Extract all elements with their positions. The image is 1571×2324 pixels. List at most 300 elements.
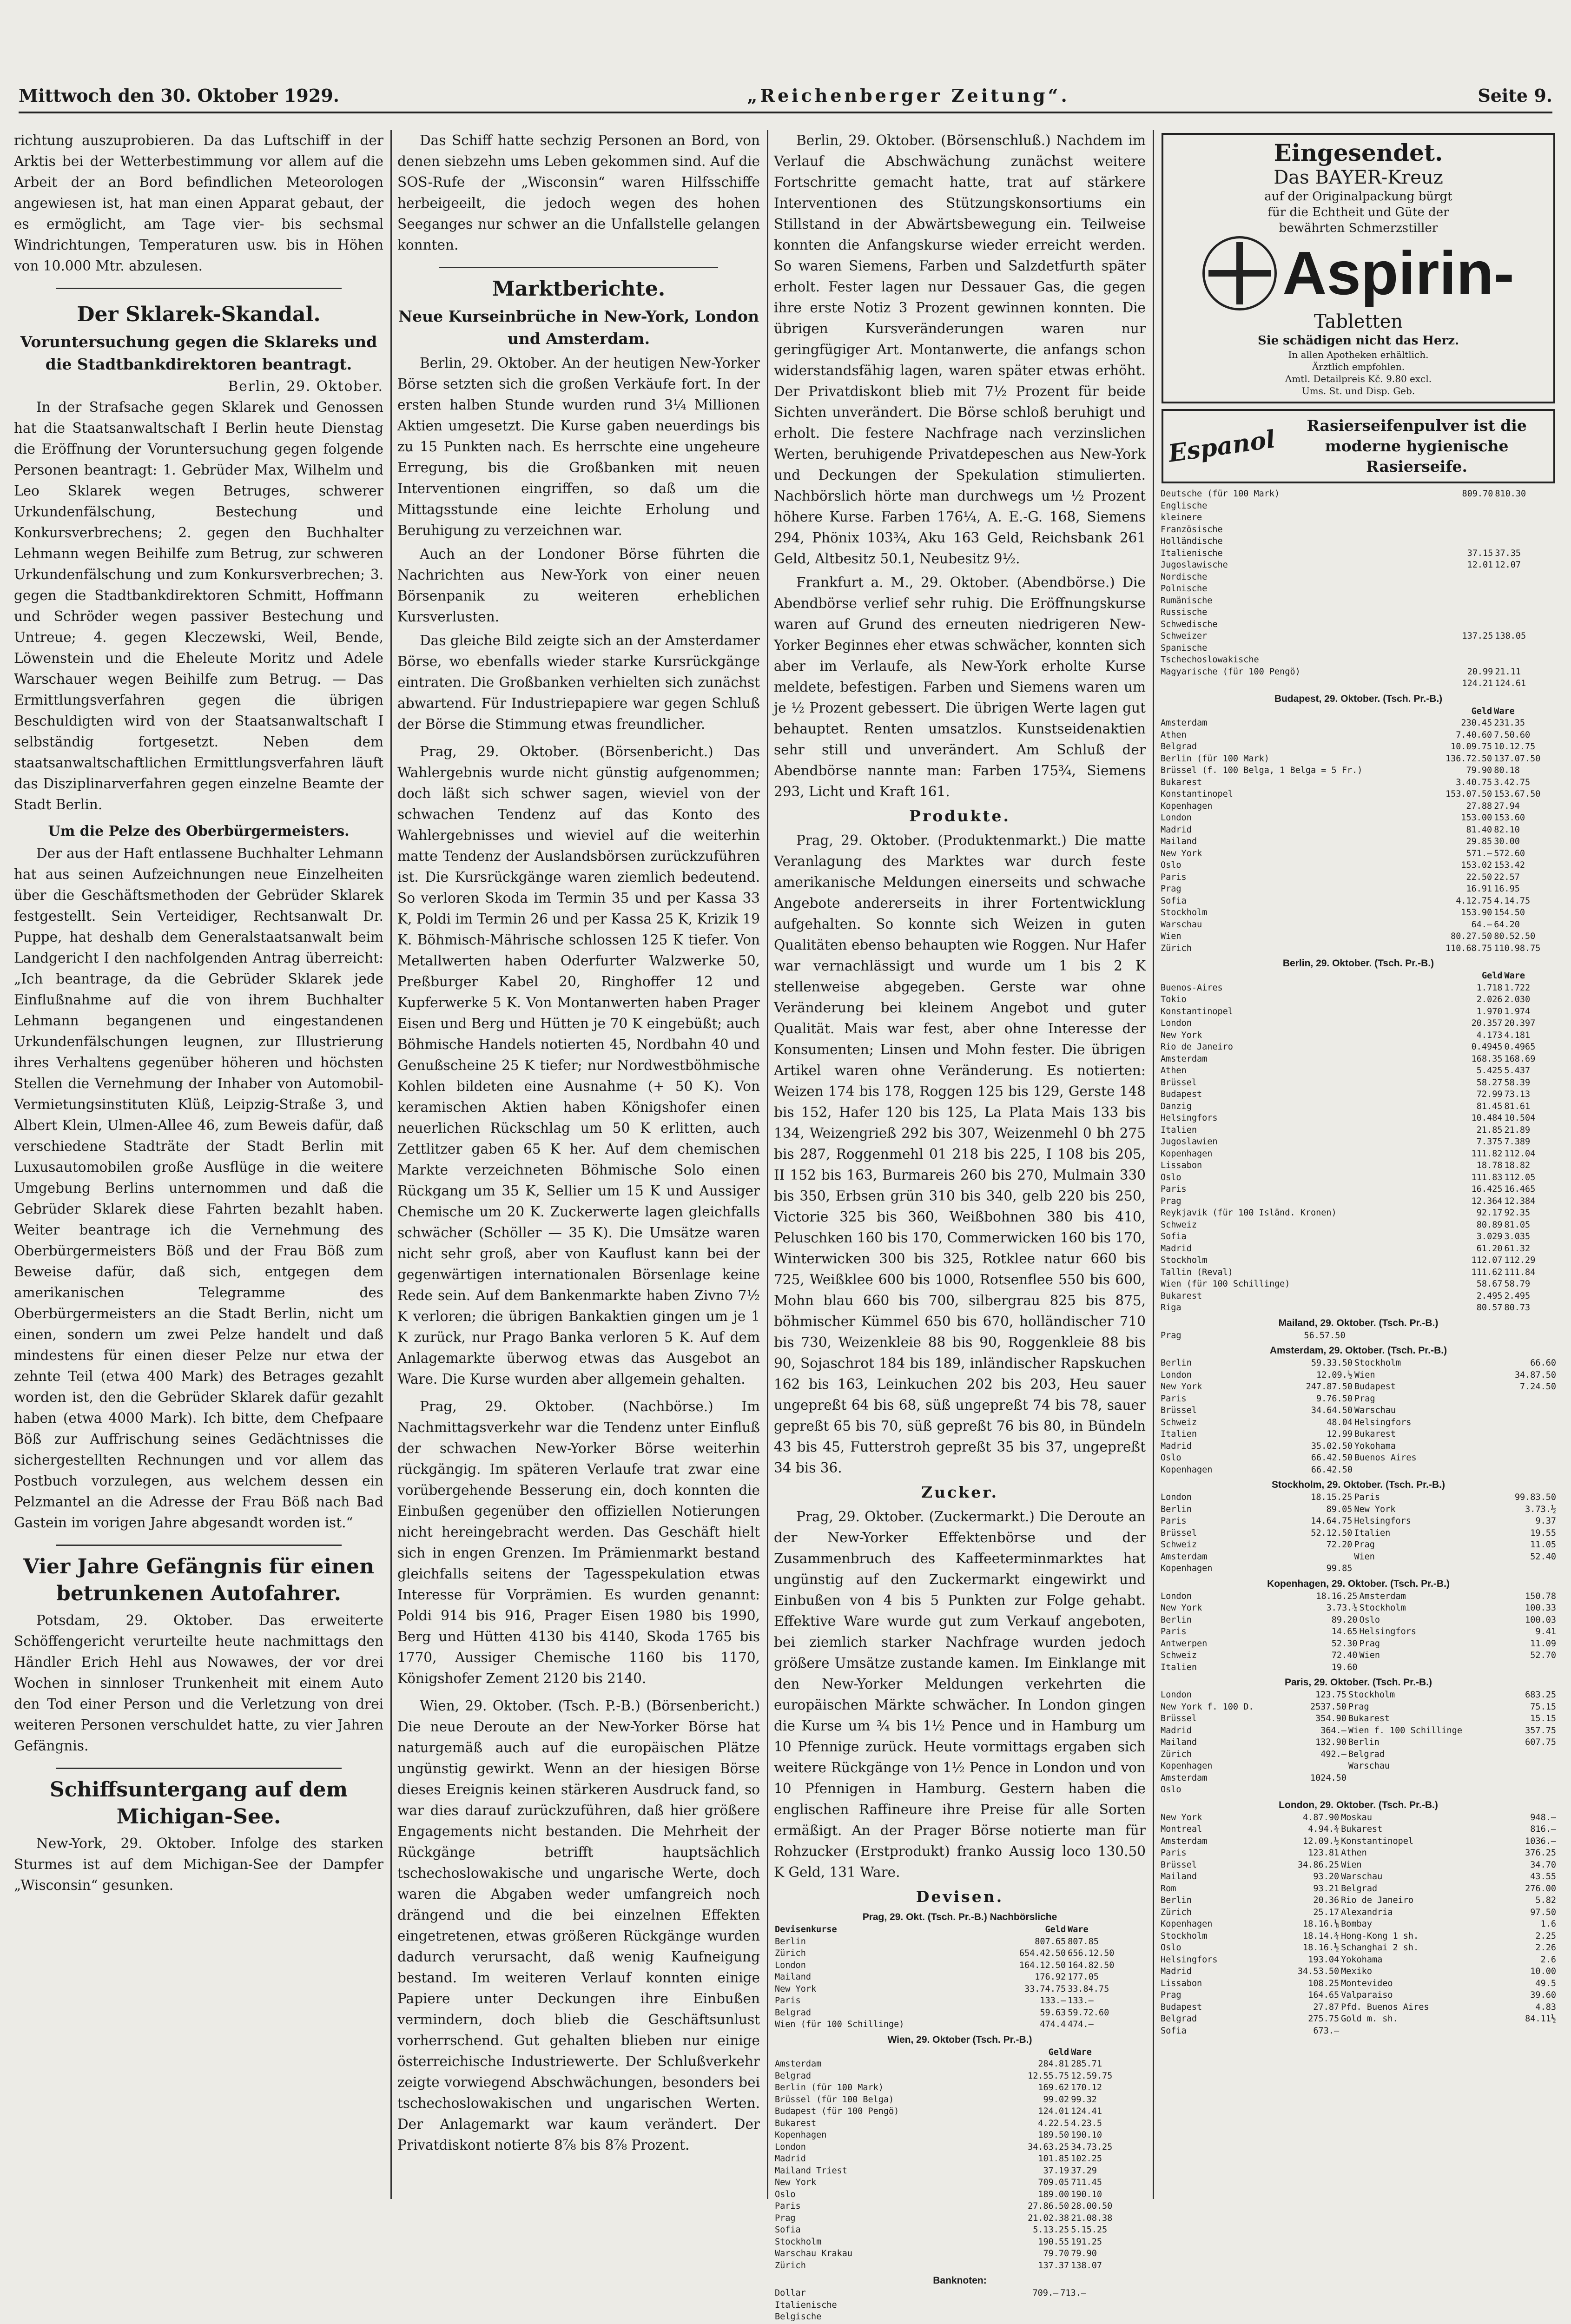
ad-line: Ums. St. und Disp. Geb. [1170, 385, 1547, 397]
table-row [1160, 1065, 1557, 1077]
table-row [774, 2177, 1146, 2189]
table-cell: Lissabon [1160, 1978, 1264, 1990]
table-row [774, 1948, 1146, 1960]
table-row [1160, 777, 1557, 789]
table-cell: 48.04 [1261, 1417, 1353, 1429]
table-banknoten [1160, 488, 1557, 690]
table-cell: 164.65 [1264, 1989, 1340, 2001]
table-cell [1267, 1551, 1353, 1563]
table-cell: Athen [1160, 729, 1429, 741]
table-cell: 12.99 [1261, 1428, 1353, 1440]
table-cell: Bukarest [1160, 777, 1429, 789]
table-cell: Amsterdam [1160, 717, 1429, 729]
table-cell: 133.— [1067, 1995, 1146, 2007]
table-row [1160, 1918, 1557, 1930]
table-cell: Berlin [1160, 1895, 1264, 1907]
table-cell: Bukarest [1347, 1713, 1511, 1725]
table-cell: 284.81 [994, 2058, 1070, 2070]
table-amsterdam [1160, 1357, 1557, 1476]
section-devisen: Devisen. [774, 1886, 1146, 1908]
table-cell: Tokio [1160, 994, 1450, 1006]
table-cell: 15.15 [1511, 1713, 1557, 1725]
table-cell: 132.90 [1294, 1736, 1347, 1749]
table-row [1160, 1563, 1557, 1575]
table-row [1160, 883, 1557, 895]
table-cell: Oslo [1358, 1614, 1485, 1626]
table-row [1160, 1966, 1557, 1978]
table-title-mailand: Mailand, 29. Oktober. (Tsch. Pr.-B.) [1160, 1318, 1557, 1329]
table-cell [1353, 1563, 1471, 1575]
table-row [1160, 907, 1557, 919]
table-title-prag: Prag, 29. Okt. (Tsch. Pr.-B.) Nachbörsliche [774, 1912, 1146, 1923]
table-row [1160, 1183, 1557, 1195]
table-cell: London [774, 1960, 988, 1972]
table-cell: 99.32 [1070, 2094, 1146, 2106]
table-row [1160, 943, 1557, 955]
table-row [1160, 1464, 1557, 1476]
table-cell: 27.87 [1264, 2001, 1340, 2014]
table-cell: 93.20 [1264, 1871, 1340, 1883]
table-cell: Yokohama [1340, 1954, 1499, 1966]
table-row [1160, 2001, 1557, 2014]
table-row [1160, 1357, 1557, 1369]
table-cell: 3.42.75 [1493, 777, 1557, 789]
table-cell: 5.82 [1499, 1895, 1557, 1907]
table-cell: 170.12 [1070, 2082, 1146, 2094]
table-cell: 64.— [1429, 919, 1493, 931]
table-row [774, 2082, 1146, 2094]
table-cell: 100.03 [1486, 1614, 1557, 1626]
table-row [1160, 1330, 1557, 1342]
table-cell: Reykjavik (für 100 Isländ. Kronen) [1160, 1207, 1450, 1219]
table-cell: Brüssel [1160, 1527, 1267, 1539]
table-cell: Helsingfors [1358, 1626, 1485, 1638]
table-cell: Prag [1160, 1330, 1292, 1342]
table-cell: Wien [1340, 1859, 1499, 1871]
table-cell: 18.16.25 [1265, 1591, 1359, 1603]
table-cell: 713.— [1059, 2287, 1146, 2299]
header-date: Mittwoch den 30. Oktober 1929. [19, 85, 339, 106]
table-cell: 12.01 [1431, 559, 1494, 571]
table-cell: 136.72.50 [1429, 753, 1493, 765]
section-zucker: Zucker. [774, 1481, 1146, 1504]
table-row [1160, 1243, 1557, 1255]
ad-line: Tabletten [1170, 310, 1547, 333]
table-row [1160, 1254, 1557, 1267]
table-row [1160, 678, 1557, 690]
table-cell: 58.67 [1450, 1278, 1503, 1290]
table-title-paris: Paris, 29. Oktober. (Tsch. Pr.-B.) [1160, 1677, 1557, 1688]
table-cell: 21.08.38 [1070, 2212, 1146, 2225]
divider [439, 267, 718, 268]
table-cell: Warschau [1347, 1760, 1511, 1772]
table-cell: 99.85 [1267, 1563, 1353, 1575]
table-cell: 52.30 [1265, 1638, 1359, 1650]
table-row [1160, 1172, 1557, 1184]
table-kopenhagen [1160, 1591, 1557, 1674]
table-cell: 816.— [1499, 1823, 1557, 1835]
ad-espanol [1162, 409, 1555, 483]
table-cell: 809.70 [1431, 488, 1494, 500]
table-cell: 123.75 [1294, 1689, 1347, 1701]
table-cell: Amsterdam [1358, 1591, 1485, 1603]
table-row [1160, 1760, 1557, 1772]
table-cell: 138.07 [1070, 2260, 1146, 2272]
ad-line: auf der Originalpackung bürgt [1170, 189, 1547, 205]
table-cell [1340, 2025, 1499, 2037]
table-cell: Bukarest [1353, 1428, 1475, 1440]
table-cell: 19.55 [1471, 1527, 1557, 1539]
table-row [1160, 1136, 1557, 1148]
table-row [1160, 729, 1557, 741]
table-row [1160, 1278, 1557, 1290]
table-cell: 58.79 [1504, 1278, 1558, 1290]
table-cell: 810.30 [1494, 488, 1557, 500]
table-cell: Sofia [774, 2224, 994, 2236]
table-cell: Kopenhagen [1160, 1918, 1264, 1930]
table-cell: Jugoslawien [1160, 1136, 1450, 1148]
headline-sklarek: Der Sklarek-Skandal. [14, 301, 383, 328]
table-cell: 37.15 [1431, 548, 1494, 560]
table-wien-devisen [774, 2047, 1146, 2272]
table-cell: 4.23.5 [1070, 2118, 1146, 2130]
table-cell: Buenos Aires [1353, 1452, 1475, 1464]
table-cell: 3.40.75 [1429, 777, 1493, 789]
table-cell: 154.50 [1493, 907, 1557, 919]
table-cell: 1024.50 [1294, 1772, 1347, 1784]
table-cell: 72.99 [1450, 1089, 1503, 1101]
table-row [1160, 982, 1557, 994]
table-cell: 4.14.75 [1493, 895, 1557, 907]
table-cell: 25.17 [1264, 1907, 1340, 1919]
table-cell: Konstantinopel [1160, 788, 1429, 800]
table-title-london: London, 29. Oktober. (Tsch. Pr.-B.) [1160, 1800, 1557, 1811]
table-cell: 20.99 [1431, 666, 1494, 678]
table-cell: 49.5 [1499, 1978, 1557, 1990]
table-cell: 27.88 [1429, 800, 1493, 812]
table-cell: Rom [1160, 1883, 1264, 1895]
table-cell: Mailand [1160, 1871, 1264, 1883]
table-cell: 168.35 [1450, 1053, 1503, 1065]
table-cell: 4.181 [1504, 1030, 1558, 1042]
table-row [1160, 1219, 1557, 1231]
table-cell: Prag [1353, 1539, 1471, 1551]
table-cell: Kopenhagen [1160, 1464, 1261, 1476]
table-cell: 34.70 [1499, 1859, 1557, 1871]
table-cell: Warschau [1353, 1405, 1475, 1417]
ad-line: Sie schädigen nicht das Herz. [1170, 333, 1547, 349]
table-cell: Sofia [1160, 2025, 1264, 2037]
table-cell: 108.25 [1264, 1978, 1340, 1990]
table-row [774, 2118, 1146, 2130]
table-cell: Antwerpen [1160, 1638, 1265, 1650]
table-cell: 11.05 [1471, 1539, 1557, 1551]
table-row [1160, 788, 1557, 800]
table-cell: 607.75 [1511, 1736, 1557, 1749]
table-cell: 79.90 [1070, 2248, 1146, 2260]
table-cell: 7.389 [1504, 1136, 1558, 1148]
table-cell: London [1160, 812, 1429, 824]
table-cell: 111.83 [1450, 1172, 1503, 1184]
table-cell: 58.27 [1450, 1077, 1503, 1089]
table-cell: 2537.50 [1294, 1701, 1347, 1713]
table-cell: Polnische [1160, 583, 1431, 595]
table-cell: Moskau [1340, 1812, 1499, 1824]
table-row [1160, 595, 1557, 607]
table-cell: 190.10 [1070, 2189, 1146, 2201]
table-row [1160, 1017, 1557, 1030]
table-cell: Oslo [1160, 1784, 1294, 1796]
table-row [1160, 824, 1557, 836]
table-cell [1494, 607, 1557, 619]
table-cell: 18.16.⅛ [1264, 1918, 1340, 1930]
table-cell: New York [1160, 848, 1429, 860]
table-cell: 2.495 [1450, 1290, 1503, 1302]
table-cell: Montreal [1160, 1823, 1264, 1835]
table-row [774, 1960, 1146, 1972]
table-row [1160, 753, 1557, 765]
table-cell: Brüssel [1160, 1405, 1261, 1417]
table-cell: Helsingfors [1353, 1515, 1471, 1527]
table-cell: Kopenhagen [1160, 800, 1429, 812]
table-cell [1475, 1393, 1557, 1405]
table-cell: Stockholm [1358, 1602, 1485, 1614]
table-cell: 3.029 [1450, 1231, 1503, 1243]
table-cell: Bombay [1340, 1918, 1499, 1930]
table-row [1160, 1614, 1557, 1626]
table-row [1160, 765, 1557, 777]
table-cell: Rio de Janeiro [1160, 1041, 1450, 1053]
table-row [1160, 994, 1557, 1006]
table-cell: Zürich [774, 1948, 988, 1960]
table-row [774, 2070, 1146, 2082]
table-cell: 12.09.½ [1261, 1369, 1353, 1381]
table-cell: 1.974 [1504, 1006, 1558, 1018]
column-4 [1160, 130, 1557, 2199]
table-cell: 52.40 [1471, 1551, 1557, 1563]
table-cell: Italien [1353, 1527, 1471, 1539]
table-cell: Paris [1160, 1847, 1264, 1859]
table-cell: Mailand Triest [774, 2165, 994, 2177]
table-cell: 153.60 [1493, 812, 1557, 824]
table-cell: 99.83.50 [1471, 1492, 1557, 1504]
table-cell: 189.00 [994, 2189, 1070, 2201]
table-cell: 230.45 [1429, 717, 1493, 729]
table-cell: Spanische [1160, 642, 1431, 654]
table-row [1160, 1713, 1557, 1725]
table-cell: Budapest [1353, 1381, 1475, 1393]
table-row [1160, 1267, 1557, 1279]
table-cell: Stockholm [1160, 1930, 1264, 1942]
table-cell [1511, 1772, 1557, 1784]
table-cell: 14.65 [1265, 1626, 1359, 1638]
table-cell: 21.85 [1450, 1124, 1503, 1136]
table-budapest [1160, 706, 1557, 955]
table-cell: 34.53.50 [1264, 1966, 1340, 1978]
table-cell: 92.17 [1450, 1207, 1503, 1219]
article-pelze-body: Der aus der Haft entlassene Buchhalter Lehmann hat aus seinen Aufzeichnungen neue Einzelheiten über die Geschäftsmethoden der Gebrüder Sklarek festgestellt. Sein Verteidiger, Rechtsanwalt Dr. Puppe, hat deshalb dem Generalstaatsanwalt beim Landgericht I den nachfolgenden Antrag überreicht: „Ich beantrage, da die Gebrüder Sklarek jede Einflußnahme auf die von ihrem Buchhalter Lehmann begangenen und eingestandenen Urkundenfälschungen leugnen, zur Illustrierung ihres Verhaltens gegenüber höheren und höchsten Stellen die Vernehmung der Inhaber von Automobil-Vermietungsinstituten Klüß, Leipzig-Straße 3, und Albert Klein, Ulmen-Allee 46, zum Beweis dafür, daß verschiedene Stadträte der Stadt Berlin mit Luxusautomobilen große Ausflüge in die weitere Umgebung Berlins unternommen und daß die Gebrüder Sklarek diese Fahrten bezahlt haben. Weiter beantrage ich die Vernehmung des Oberbürgermeisters Böß und der Frau Böß zum Beweise dafür, daß sich, entgegen dem amerikanischen Telegramme des Oberbürgermeisters an die Stadt Berlin, nicht um einen, sondern um zwei Pelze handelt und daß mindestens für einen dieser Pelze nur etwa der zehnte Teil (etwa 400 Mark) des Betrages gezahlt worden ist, den die Gebrüder Sklarek dafür gezahlt haben (etwa 4000 Mark). Ich bitte, dem Chefpaare Böß zur Auffrischung seines Gedächtnisses die sichergestellten Rechnungen und vor allem das Postbuch vorzulegen, aus welchem dessen ein Pelzmantel an die Adresse der Frau Böß nach Bad Gastein im vorigen Jahre abgesandt worden ist.“ [14, 843, 383, 1533]
table-cell: 22.57 [1493, 872, 1557, 884]
subheadline-sklarek: Voruntersuchung gegen die Sklareks und die Stadtbankdirektoren beantragt. [14, 331, 383, 376]
table-cell: Belgrad [1347, 1749, 1511, 1761]
table-cell: Belgische [774, 2311, 973, 2323]
section-produkte: Produkte. [774, 805, 1146, 827]
header-page-number: Seite 9. [1478, 85, 1552, 106]
table-cell: 18.16.½ [1264, 1942, 1340, 1954]
table-cell: Belgrad [774, 2007, 988, 2019]
table-cell: Paris [1160, 1626, 1265, 1638]
table-row [774, 2236, 1146, 2248]
table-cell: 7.50.60 [1493, 729, 1557, 741]
table-cell: Buenos-Aires [1160, 982, 1450, 994]
table-cell: 100.33 [1486, 1602, 1557, 1614]
table-cell: Prag [1358, 1638, 1485, 1650]
ad-line: Das BAYER-Kreuz [1170, 166, 1547, 189]
table-cell: Schweiz [1160, 1219, 1450, 1231]
table-cell: 81.45 [1450, 1101, 1503, 1113]
table-row [1160, 1749, 1557, 1761]
table-cell: New York [1353, 1504, 1471, 1516]
table-cell: Rumänische [1160, 595, 1431, 607]
table-cell: 572.60 [1493, 848, 1557, 860]
table-cell: Dollar [774, 2287, 973, 2299]
table-cell: 101.85 [994, 2153, 1070, 2165]
table-cell: Magyarische (für 100 Pengö) [1160, 666, 1431, 678]
table-cell: 27.94 [1493, 800, 1557, 812]
table-cell: 20.357 [1450, 1017, 1503, 1030]
table-cell [1160, 970, 1450, 982]
table-cell [1059, 2311, 1146, 2323]
table-cell: 124.41 [1070, 2106, 1146, 2118]
table-cell [1486, 1662, 1557, 1674]
ad-line: für die Echtheit und Güte der [1170, 205, 1547, 220]
table-cell: Sofia [1160, 895, 1429, 907]
article-michigan-body: New-York, 29. Oktober. Infolge des starken Sturmes ist auf dem Michigan-See der Dampfer „Wisconsin“ gesunken. [14, 1833, 383, 1896]
table-cell: 18.78 [1450, 1160, 1503, 1172]
table-cell: 10.12.75 [1493, 741, 1557, 753]
table-cell: 354.90 [1294, 1713, 1347, 1725]
table-cell: 61.32 [1504, 1243, 1558, 1255]
table-cell: 124.21 [1431, 678, 1494, 690]
table-cell: Ware [1504, 970, 1558, 982]
table-header-row [1160, 970, 1557, 982]
table-cell: 16.95 [1493, 883, 1557, 895]
table-row [1160, 1736, 1557, 1749]
table-cell: Amsterdam [1160, 1835, 1264, 1848]
report-berlin-schluss: Berlin, 29. Oktober. (Börsenschluß.) Nachdem im Verlauf die Abschwächung zunächst weitere Fortschritte gemacht hatte, trat auf stärkere Interventionen des Stützungskonsortiums ein Stillstand in der Abwärtsbewegung ein. Teilweise konnten die Anfangskurse wieder erreicht werden. So waren Siemens, Farben und Salzdetfurth später erholt. Fester lagen nur Dessauer Gas, die gegen ihre erste Notiz 3 Prozent gewinnen konnten. Die übrigen Kursveränderungen waren nur geringfügiger Art. Montanwerte, die anfangs schon widerstandsfähig lagen, waren später etwas erhöht. Der Privatdiskont blieb mit 7½ Prozent für beide Sichten unverändert. Die Börse schloß beruhigt und erholt. Die festere Nachfrage nach verzinslichen Werten, beruhigende Privatdepeschen aus New-York und Deckungen der Spekulation stimulierten. Nachbörslich hörte man durchwegs um ½ Prozent höhere Kurse. Farben 176¼, A. E.-G. 168, Siemens 294, Phönix 103¾, Aku 163 Geld, Reichsbank 261 Geld, Altbesitz 50.1, Neubesitz 9½. [774, 130, 1146, 569]
table-cell: 12.07 [1494, 559, 1557, 571]
table-row [1160, 1942, 1557, 1954]
table-cell: Bukarest [774, 2118, 994, 2130]
table-cell: 93.21 [1264, 1883, 1340, 1895]
ad-line: Amtl. Detailpreis Kč. 9.80 excl. [1170, 373, 1547, 385]
table-cell: 72.40 [1265, 1650, 1359, 1662]
table-row [1160, 559, 1557, 571]
table-cell: Prag [1160, 1195, 1450, 1208]
table-cell: 20.36 [1264, 1895, 1340, 1907]
table-cell: 150.78 [1486, 1591, 1557, 1603]
ad-aspirin [1162, 133, 1555, 403]
table-cell: Englische [1160, 500, 1431, 512]
table-cell [1431, 583, 1494, 595]
report-berlin: Berlin, 29. Oktober. An der heutigen New-Yorker Börse setzten sich die großen Verkäufe fort. In der ersten halben Stunde wurden rund 3¼ Millionen Aktien umgesetzt. Die Kurse gaben neuerdings bis zu 15 Punkten nach. Es herrschte eine ungeheure Erregung, bis die Großbanken mit neuen Interventionen eingriffen, so daß um die Mittagsstunde eine leichte Erholung und Beruhigung zu verzeichnen war. [397, 353, 760, 541]
table-berlin [1160, 970, 1557, 1314]
table-cell: 52.12.50 [1267, 1527, 1353, 1539]
table-row [1160, 1701, 1557, 1713]
table-cell: Wien [1160, 931, 1429, 943]
table-cell [1475, 1428, 1557, 1440]
table-cell: Helsingfors [1160, 1112, 1450, 1124]
headline-michigan: Schiffsuntergang auf dem Michigan-See. [14, 1776, 383, 1830]
table-cell: 807.85 [1067, 1936, 1146, 1948]
table-row [774, 2299, 1146, 2311]
table-cell: Devisenkurse [774, 1924, 988, 1936]
table-title-amsterdam: Amsterdam, 29. Oktober. (Tsch. Pr.-B.) [1160, 1345, 1557, 1356]
table-cell [1475, 1464, 1557, 1476]
headline-autofahrer: Vier Jahre Gefängnis für einen betrunkenen Autofahrer. [14, 1553, 383, 1607]
table-cell: 112.05 [1504, 1172, 1558, 1184]
table-cell: Gold m. sh. [1340, 2013, 1499, 2025]
table-cell: Schweiz [1160, 1650, 1265, 1662]
table-cell: 66.42.50 [1261, 1452, 1353, 1464]
table-cell: 34.64.50 [1261, 1405, 1353, 1417]
table-cell: Französische [1160, 524, 1431, 536]
table-cell: 33.84.75 [1067, 1983, 1146, 1995]
table-cell: Wien [1358, 1650, 1485, 1662]
table-cell: 80.27.50 [1429, 931, 1493, 943]
table-cell: 66.60 [1475, 1357, 1557, 1369]
table-row [1160, 619, 1557, 631]
table-title-kopenhagen: Kopenhagen, 29. Oktober. (Tsch. Pr.-B.) [1160, 1578, 1557, 1590]
table-cell: Zürich [1160, 1907, 1264, 1919]
table-row [1160, 1527, 1557, 1539]
report-produktenmarkt: Prag, 29. Oktober. (Produktenmarkt.) Die matte Veranlagung des Marktes war durch feste amerikanische Meldungen einerseits und schwache Angebote andererseits in ihrer Fortentwicklung aufgehalten. So konnte sich Weizen in guten Qualitäten ebenso behaupten wie Roggen. Nur Hafer war vernachlässigt und wurde um 1 bis 2 K stellenweise abgegeben. Gerste war ohne Veränderung bei kleinem Angebot und guter Qualität. Mais war fest, aber ohne Interesse der Konsumenten; Linsen und Mohn fester. Die übrigen Artikel waren ohne Veränderung. Es notierten: Weizen 174 bis 178, Roggen 125 bis 129, Gerste 148 bis 152, Hafer 120 bis 125, La Plata Mais 133 bis 134, Weizengrieß 292 bis 307, Weizenmehl 0 bh 275 bis 287, Roggenmehl 01 218 bis 225, I 108 bis 205, II 152 bis 163, Burmareis 260 bis 270, Mulmain 330 bis 350, Erbsen grün 310 bis 340, gelb 220 bis 250, Victorie 325 bis 360, Weißbohnen 380 bis 410, Peluschken 160 bis 170, Commerwicken 160 bis 170, Winterwicken 300 bis 325, Rotklee natur 660 bis 725, Weißklee 600 bis 1000, Rotsenflee 550 bis 600, Mohn blau 660 bis 700, silbergrau 825 bis 875, böhmischer Kümmel 650 bis 670, holländischer 710 bis 730, Weizenkleie 88 bis 90, Roggenkleie 88 bis 90, Sojaschrot 184 bis 189, inländischer Rapskuchen 162 bis 163, Leinkuchen 202 bis 203, Heu sauer ungepreßt 64 bis 68, süß ungepreßt 74 bis 78, sauer gepreßt 65 bis 70, süß gepreßt 76 bis 80, in Bündeln 43 bis 45, Futterstroh gepreßt 35 bis 37, ungepreßt 34 bis 36. [774, 830, 1146, 1479]
table-cell: Schweiz [1160, 1417, 1261, 1429]
table-cell: Oslo [1160, 859, 1429, 872]
table-cell: 124.01 [994, 2106, 1070, 2118]
table-cell: Hong-Kong 1 sh. [1340, 1930, 1499, 1942]
table-cell [1294, 1760, 1347, 1772]
table-cell: 27.86.50 [994, 2200, 1070, 2212]
table-cell: 18.14.¾ [1264, 1930, 1340, 1942]
table-cell: Valparaiso [1340, 1989, 1499, 2001]
table-cell: New York [1160, 1381, 1261, 1393]
table-row [1160, 666, 1557, 678]
table-cell: Ware [1070, 2047, 1146, 2059]
table-cell: 16.425 [1450, 1183, 1503, 1195]
table-row [1160, 630, 1557, 642]
table-row [1160, 548, 1557, 560]
table-cell: 190.55 [994, 2236, 1070, 2248]
table-cell [1494, 535, 1557, 548]
table-row [1160, 524, 1557, 536]
table-cell: Amsterdam [1160, 1053, 1450, 1065]
table-paris [1160, 1689, 1557, 1796]
table-cell [1494, 642, 1557, 654]
table-cell: Oslo [1160, 1942, 1264, 1954]
table-row [774, 2212, 1146, 2225]
table-cell: 190.10 [1070, 2129, 1146, 2141]
table-cell: 29.85 [1429, 836, 1493, 848]
table-row [1160, 1417, 1557, 1429]
table-row [1160, 741, 1557, 753]
table-cell: Wien (für 100 Schillinge) [1160, 1278, 1450, 1290]
table-cell: Amsterdam [1160, 1772, 1294, 1784]
table-cell: 164.12.50 [988, 1960, 1067, 1972]
table-row [1160, 1689, 1557, 1701]
report-wien: Wien, 29. Oktober. (Tsch. P.-B.) (Börsenbericht.) Die neue Deroute an der New-Yorker Börse hat naturgemäß auch auf die europäischen Plätze ungünstig gewirkt. Wenn an der hiesigen Börse dieses Ereignis keinen stärkeren Ausdruck fand, so war dies darauf zurückzuführen, daß hier größere Engagements nicht bestanden. Die Mehrheit der Rückgänge betrifft hauptsächlich tschechoslowakische und ungarische Werte, doch waren die Abgaben weder umfangreich noch drängend und die bei einzelnen Effekten eingetretenen, etwas größeren Rückgänge wurden dadurch verursacht, daß wenig Kaufneigung bestand. Im weiteren Verlauf konnten einige Papiere unter Deckungen ihre Einbußen vermindern, doch blieb die Geschäftsunlust vorherrschend. Gut gehalten blieben nur einige österreichische Industriewerte. Der Schlußverkehr zeigte vorwiegend Abschwächungen, besonders bei tschechoslowakischen und ungarischen Werten. Der Anlagemarkt war kaum verändert. Der Privatdiskont notierte 8⅞ bis 8⅞ Prozent. [397, 1696, 760, 2156]
table-row [774, 2165, 1146, 2177]
